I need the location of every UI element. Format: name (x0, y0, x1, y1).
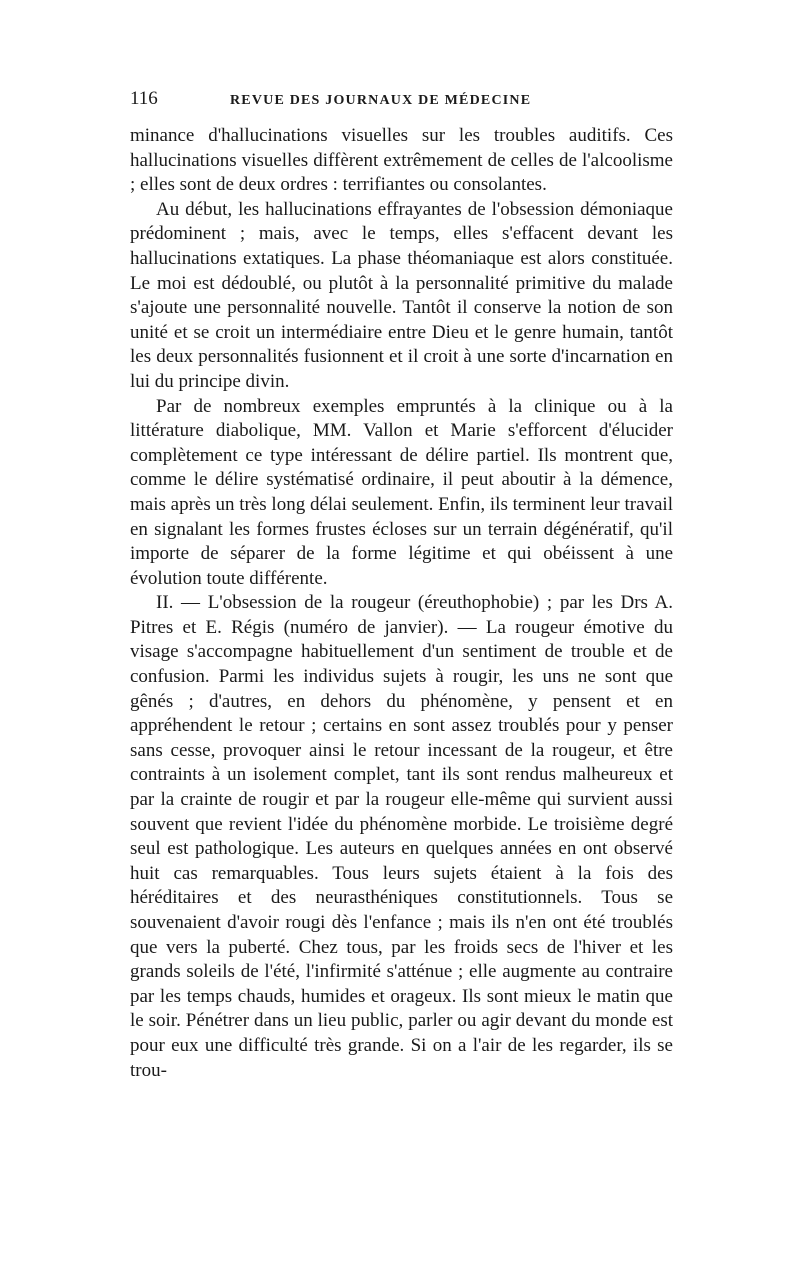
paragraph-theomania: Au début, les hallucinations effrayantes de l'obsession démoniaque prédominent ; mais, avec le temps, elles s'effacent devant les hallucinations extatiques. La phase théomaniaque est alors constituée. Le moi est dédoublé, ou plutôt à la personnalité primitive du malade s'ajoute une personnalité nouvelle. Tantôt il conserve la notion de son unité et se croit un intermédiaire entre Dieu et le genre humain, tantôt les deux personnalités fusionnent et il croit à une sorte d'incarnation en lui du principe divin. (130, 198, 673, 392)
paragraph-examples: Par de nombreux exemples empruntés à la clinique ou à la littérature diabolique, MM. Vallon et Marie s'efforcent d'élucider complètement ce type intéressant de délire partiel. Ils montrent que, comme le délire systématisé ordinaire, il peut aboutir à la démence, mais après un très long délai seulement. Enfin, ils terminent leur travail en signalant les formes frustes écloses sur un terrain dégénératif, qu'il importe de séparer de la forme légitime et qui obéissent à une évolution toute différente. (130, 395, 673, 589)
page-header (130, 88, 673, 118)
document-page (130, 88, 673, 1083)
body-text (130, 124, 673, 1083)
paragraph-continuation: minance d'hallucinations visuelles sur les troubles auditifs. Ces hallucinations visuelles diffèrent extrêmement de celles de l'alcoolisme ; elles sont de deux ordres : terrifiantes ou consolantes. (130, 125, 673, 196)
running-title: REVUE DES JOURNAUX DE MÉDECINE (230, 93, 532, 108)
page-number: 116 (130, 88, 158, 109)
paragraph-ereuthophobie: II. — L'obsession de la rougeur (éreuthophobie) ; par les Drs A. Pitres et E. Régis (numéro de janvier). — La rougeur émotive du visage s'accompagne habituellement d'un sentiment de trouble et de confusion. Parmi les individus sujets à rougir, les uns ne sont que gênés ; d'autres, en dehors du phénomène, y pensent et en appréhendent le retour ; certains en sont assez troublés pour y penser sans cesse, provoquer ainsi le retour incessant de la rougeur, et être contraints à un isolement complet, tant ils sont rendus malheureux et par la crainte de rougir et par la rougeur elle-même qui survient aussi souvent que revient l'idée du phénomène morbide. Le troisième degré seul est pathologique. Les auteurs en quelques années en ont observé huit cas remarquables. Tous leurs sujets étaient à la fois des héréditaires et des neurasthéniques constitutionnels. Tous se souvenaient d'avoir rougi dès l'enfance ; mais ils n'en ont été troublés que vers la puberté. Chez tous, par les froids secs de l'hiver et les grands soleils de l'été, l'infirmité s'atténue ; elle augmente au contraire par les temps chauds, humides et orageux. Ils sont mieux le matin que le soir. Pénétrer dans un lieu public, parler ou agir devant du monde est pour eux une difficulté très grande. Si on a l'air de les regarder, ils se trou- (130, 592, 673, 1081)
